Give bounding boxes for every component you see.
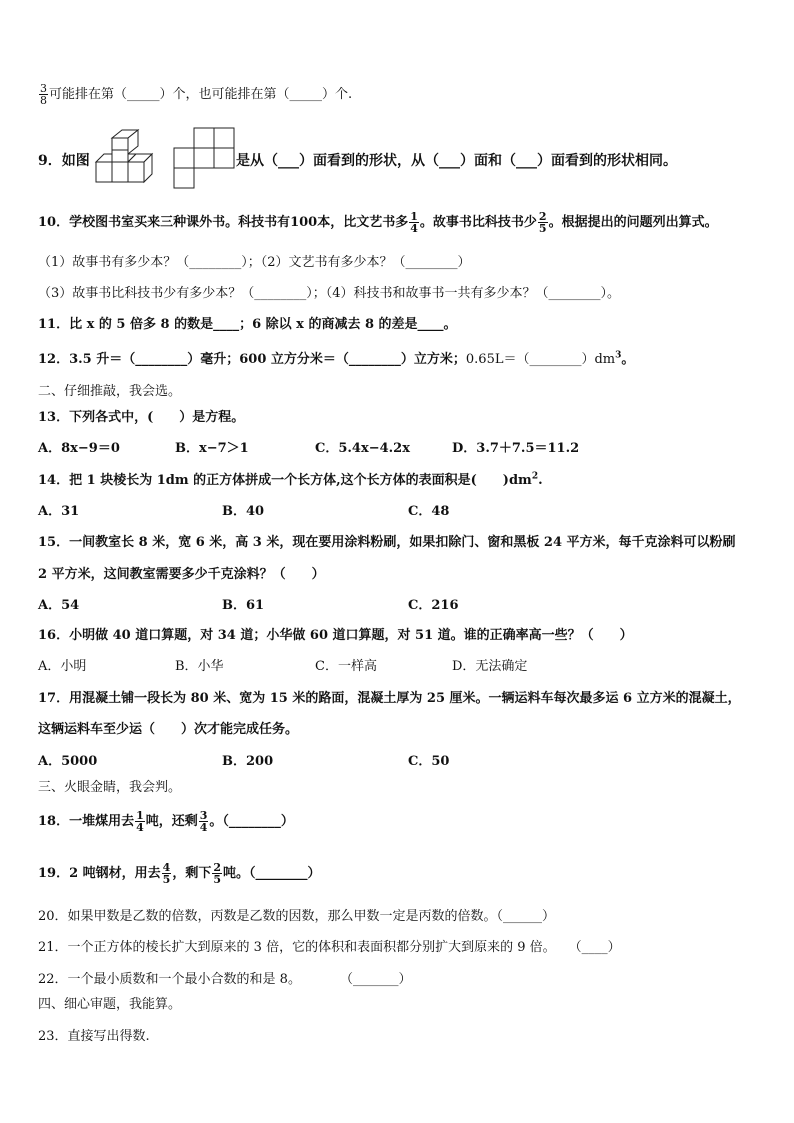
fraction-2-5: $\frac{2}{5}$ xyxy=(213,861,221,886)
question-12: 12．3.5 升＝（________）毫升；600 立方分米＝（________）立方米；$0.65L=(\_\_\_\_\_\_\_\_)dm^3$。 xyxy=(38,350,635,367)
option-a[interactable]: A．5000 xyxy=(38,754,98,769)
cube-stack-figure xyxy=(90,126,162,188)
option-a[interactable]: A．54 xyxy=(38,598,80,613)
section-3-heading: 三、火眼金睛，我会判。 xyxy=(38,780,182,795)
fraction-1-4: $\frac{1}{4}$ xyxy=(136,809,144,834)
option-a[interactable]: A．小明 xyxy=(38,659,87,674)
grid-view-figure xyxy=(172,126,236,190)
question-14: 14．把 1 块棱长为 1dm 的正方体拼成一个长方体,这个长方体的表面积是( )$dm^2$. xyxy=(38,471,543,488)
question-19: 19．2 吨钢材，用去 $\frac{4}{5}$ ，剩下 $\frac{2}{5}$ 吨。（________） xyxy=(38,861,321,886)
question-20: 20．如果甲数是乙数的倍数，丙数是乙数的因数，那么甲数一定是丙数的倍数。（______） xyxy=(38,909,556,924)
fraction-4-5: $\frac{4}{5}$ xyxy=(162,861,171,886)
option-a[interactable]: A．31 xyxy=(38,504,80,519)
option-c[interactable]: C．50 xyxy=(408,754,450,769)
section-2-heading: 二、仔细推敲，我会选。 xyxy=(38,384,182,399)
question-13: 13．下列各式中，( ）是方程。 xyxy=(38,410,245,425)
option-b[interactable]: B．61 xyxy=(222,598,265,613)
option-c[interactable]: C．216 xyxy=(408,598,459,613)
option-b[interactable]: B．40 xyxy=(222,504,265,519)
option-a[interactable]: A．8x−9＝0 xyxy=(38,441,120,456)
question-10: 10．学校图书室买来三种课外书。科技书有100本，比文艺书多 $\frac{1}{4}$ 。故事书比科技书少 $\frac{2}{5}$ 。根据提出的问题列出算式。 xyxy=(38,210,718,235)
question-23: 23．直接写出得数. xyxy=(38,1029,150,1044)
option-c[interactable]: C．48 xyxy=(408,504,450,519)
question-21: 21．一个正方体的棱长扩大到原来的 3 倍，它的体积和表面积都分别扩大到原来的 9 倍。 （____） xyxy=(38,940,621,955)
option-c[interactable]: C．5.4x−4.2x xyxy=(315,441,410,456)
question-9-text: 是从（___）面看到的形状，从（___）面和（___）面看到的形状相同。 xyxy=(236,153,677,169)
question-9: 9．如图 xyxy=(38,153,90,169)
question-18: 18．一堆煤用去 $\frac{1}{4}$ 吨，还剩 $\frac{3}{4}$ 。（________） xyxy=(38,809,294,834)
option-d[interactable]: D．无法确定 xyxy=(452,659,528,674)
fraction-1-4: $\frac{1}{4}$ xyxy=(410,210,418,235)
fraction-2-5: $\frac{2}{5}$ xyxy=(538,210,547,235)
question-17-line-2: 这辆运料车至少运（ ）次才能完成任务。 xyxy=(38,722,299,737)
question-15-line-2: 2 平方米，这间教室需要多少千克涂料？（ ） xyxy=(38,567,325,582)
option-b[interactable]: B．小华 xyxy=(175,659,224,674)
question-15-line-1: 15．一间教室长 8 米，宽 6 米，高 3 米，现在要用涂料粉刷，如果扣除门、窗和黑板 24 平方米，每千克涂料可以粉刷 xyxy=(38,535,736,550)
question-8-tail: $\frac{3}{8}$ 可能排在第（_____）个，也可能排在第（_____）个. xyxy=(40,82,353,107)
question-17-line-1: 17．用混凝土铺一段长为 80 米、宽为 15 米的路面，混凝土厚为 25 厘米。一辆运料车每次最多运 6 立方米的混凝土， xyxy=(38,691,741,706)
question-22: 22．一个最小质数和一个最小合数的和是 8。 （_______） xyxy=(38,972,412,987)
question-10-sub-3-4: （3）故事书比科技书少有多少本？（________）；（4）科技书和故事书一共有多少本？（________）。 xyxy=(38,286,621,301)
section-4-heading: 四、细心审题，我能算。 xyxy=(38,997,182,1012)
question-11: 11．比 x 的 5 倍多 8 的数是____；6 除以 x 的商减去 8 的差是____。 xyxy=(38,317,457,332)
option-b[interactable]: B．200 xyxy=(222,754,274,769)
option-c[interactable]: C．一样高 xyxy=(315,659,377,674)
fraction-3-4: $\frac{3}{4}$ xyxy=(199,809,208,834)
option-d[interactable]: D．3.7＋7.5＝11.2 xyxy=(452,441,580,456)
question-10-sub-1-2: （1）故事书有多少本？（________）；（2）文艺书有多少本？（________） xyxy=(38,255,471,270)
option-b[interactable]: B．x−7＞1 xyxy=(175,441,249,456)
fraction-3-8: $\frac{3}{8}$ xyxy=(40,82,47,107)
question-16: 16．小明做 40 道口算题，对 34 道；小华做 60 道口算题，对 51 道。谁的正确率高一些？（ ） xyxy=(38,628,633,643)
